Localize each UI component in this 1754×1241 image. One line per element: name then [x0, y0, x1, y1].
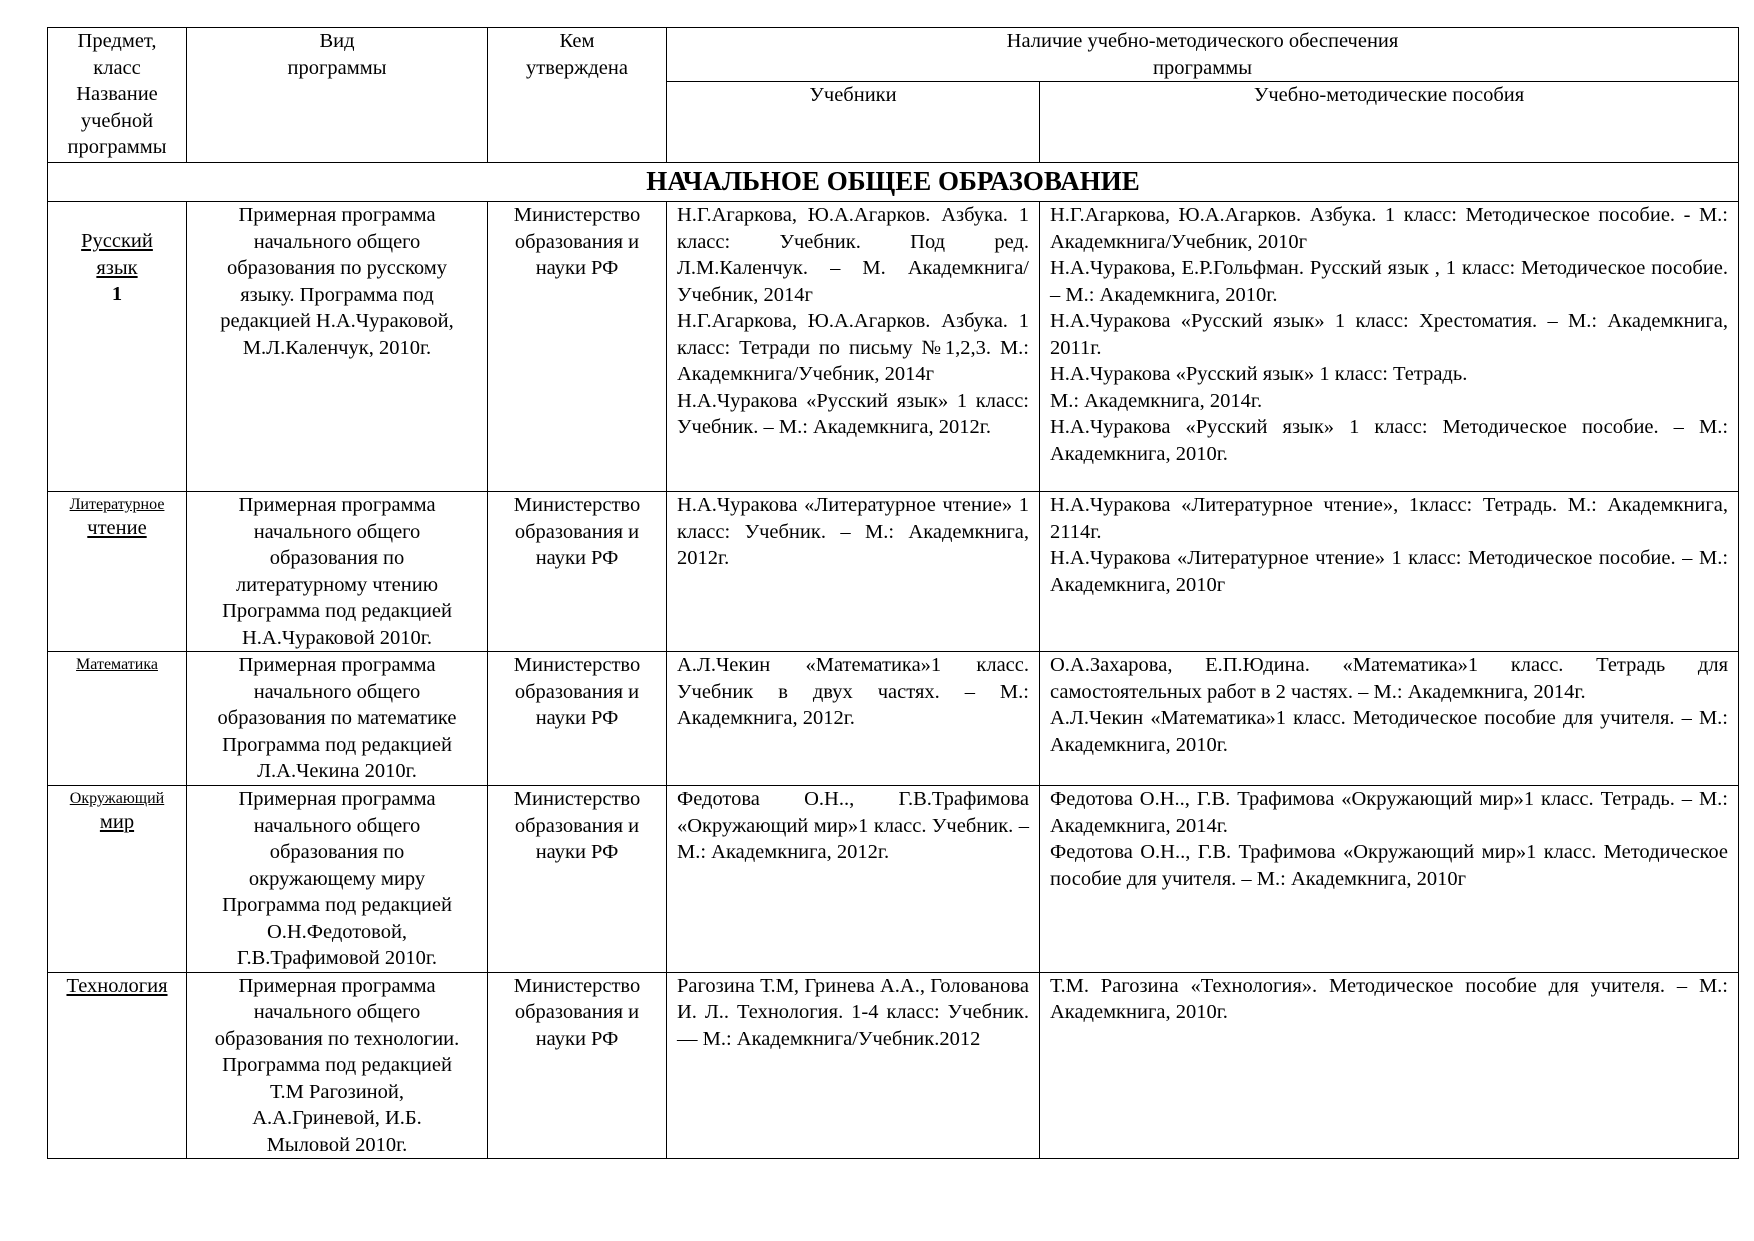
table-row — [48, 972, 1739, 1159]
header-provision-group: Наличие учебно-методического обеспечения программы — [667, 28, 1739, 82]
header-subject: Предмет, класс Название учебной программы — [48, 28, 187, 163]
manual-entry: Н.А.Чуракова «Литературное чтение», 1класс: Тетрадь. М.: Академкнига, 2114г. — [1050, 494, 1729, 543]
program-cell: Примерная программа начального общего образования по технологии. Программа под редакцией Т.М Рагозиной, А.А.Гриневой, И.Б. Мыловой 2010г. — [187, 972, 488, 1159]
manual-entry: Федотова О.Н.., Г.В. Трафимова «Окружающий мир»1 класс. Методическое пособие для учителя. – М.: Академкнига, 2010г — [1050, 841, 1729, 890]
subject-name: Литературное — [69, 496, 165, 513]
manuals-cell — [1040, 972, 1739, 1159]
subject-cell — [48, 652, 187, 786]
textbook-entry: Н.А.Чуракова «Русский язык» 1 класс: Учебник. – М.: Академкнига, 2012г. — [677, 389, 1029, 438]
subject-cell — [48, 786, 187, 973]
table-row — [48, 202, 1739, 492]
manuals-cell — [1040, 652, 1739, 786]
subject-name: Математика — [76, 656, 158, 673]
textbooks-cell — [667, 492, 1040, 652]
textbook-entry: Н.Г.Агаркова, Ю.А.Агарков. Азбука. 1 класс: Тетради по письму №1,2,3. М.: Академкнига/Учебник, 2014г — [677, 310, 1029, 385]
table-row — [48, 492, 1739, 652]
textbook-entry: Федотова О.Н.., Г.В.Трафимова «Окружающий мир»1 класс. Учебник. – М.: Академкнига, 2012г. — [677, 788, 1029, 863]
curriculum-table — [47, 27, 1739, 1159]
program-cell: Примерная программа начального общего образования по математике Программа под редакцией Л.А.Чекина 2010г. — [187, 652, 488, 786]
manual-entry: Н.А.Чуракова «Русский язык» 1 класс: Тетрадь. — [1050, 363, 1468, 385]
manual-entry: Н.А.Чуракова «Русский язык» 1 класс: Хрестоматия. – М.: Академкнига, 2011г. — [1050, 310, 1729, 359]
textbook-entry: Н.А.Чуракова «Литературное чтение» 1 класс: Учебник. – М.: Академкнига, 2012г. — [677, 494, 1029, 569]
approved-cell: Министерство образования и науки РФ — [488, 786, 667, 973]
header-row — [48, 28, 1739, 82]
manual-entry: Т.М. Рагозина «Технология». Методическое пособие для учителя. – М.: Академкнига, 2010г. — [1050, 974, 1729, 1023]
manual-entry: О.А.Захарова, Е.П.Юдина. «Математика»1 класс. Тетрадь для самостоятельных работ в 2 частях. – М.: Академкнига, 2014г. — [1050, 654, 1729, 703]
program-cell: Примерная программа начального общего образования по литературному чтению Программа под редакцией Н.А.Чураковой 2010г. — [187, 492, 488, 652]
section-title: НАЧАЛЬНОЕ ОБЩЕЕ ОБРАЗОВАНИЕ — [48, 163, 1739, 202]
manual-entry: Н.Г.Агаркова, Ю.А.Агарков. Азбука. 1 класс: Методическое пособие. - М.: Академкнига/Учебник, 2010г — [1050, 204, 1729, 253]
subject-cell — [48, 972, 187, 1159]
manual-entry: Н.А.Чуракова «Русский язык» 1 класс: Методическое пособие. – М.: Академкнига, 2010г. — [1050, 416, 1729, 465]
header-textbooks: Учебники — [667, 82, 1040, 163]
manual-entry: А.Л.Чекин «Математика»1 класс. Методическое пособие для учителя. – М.: Академкнига, 2010г. — [1050, 707, 1729, 756]
manual-entry: М.: Академкнига, 2014г. — [1050, 389, 1263, 412]
approved-cell: Министерство образования и науки РФ — [488, 202, 667, 492]
textbook-entry: Н.Г.Агаркова, Ю.А.Агарков. Азбука. 1 класс: Учебник. Под ред. Л.М.Каленчук. – М. Академкнига/Учебник, 2014г — [677, 204, 1029, 306]
manuals-cell — [1040, 786, 1739, 973]
section-row — [48, 163, 1739, 202]
approved-cell: Министерство образования и науки РФ — [488, 972, 667, 1159]
program-cell: Примерная программа начального общего образования по русскому языку. Программа под редакцией Н.А.Чураковой, М.Л.Каленчук, 2010г. — [187, 202, 488, 492]
textbook-entry: А.Л.Чекин «Математика»1 класс. Учебник в двух частях. – М.: Академкнига, 2012г. — [677, 654, 1029, 729]
subject-name: Окружающий — [69, 790, 165, 807]
manual-entry: Н.А.Чуракова, Е.Р.Гольфман. Русский язык , 1 класс: Методическое пособие. – М.: Академкнига, 2010г. — [1050, 257, 1729, 306]
manuals-cell — [1040, 492, 1739, 652]
header-program-type: Вид программы — [187, 28, 488, 163]
manuals-cell — [1040, 202, 1739, 492]
textbook-entry: Рагозина Т.М, Гринева А.А., Голованова И. Л.. Технология. 1-4 класс: Учебник. — М.: Академкнига/Учебник.2012 — [677, 974, 1029, 1050]
textbooks-cell — [667, 972, 1040, 1159]
header-manuals: Учебно-методические пособия — [1040, 82, 1739, 163]
subject-name: чтение — [87, 517, 147, 539]
header-approved-by: Кем утверждена — [488, 28, 667, 163]
manual-entry: Н.А.Чуракова «Литературное чтение» 1 класс: Методическое пособие. – М.: Академкнига, 2010г — [1050, 547, 1729, 596]
subject-cell — [48, 202, 187, 492]
grade: 1 — [111, 283, 123, 305]
manual-entry: Федотова О.Н.., Г.В. Трафимова «Окружающий мир»1 класс. Тетрадь. – М.: Академкнига, 2014г. — [1050, 788, 1729, 837]
approved-cell: Министерство образования и науки РФ — [488, 652, 667, 786]
textbooks-cell — [667, 202, 1040, 492]
subject-name: Технология — [66, 974, 168, 997]
subject-name: Русский — [81, 230, 153, 252]
textbooks-cell — [667, 786, 1040, 973]
subject-name: мир — [99, 811, 135, 833]
approved-cell: Министерство образования и науки РФ — [488, 492, 667, 652]
subject-name: язык — [96, 256, 138, 279]
program-cell: Примерная программа начального общего образования по окружающему миру Программа под редакцией О.Н.Федотовой, Г.В.Трафимовой 2010г. — [187, 786, 488, 973]
subject-cell — [48, 492, 187, 652]
table-row — [48, 786, 1739, 973]
table-row — [48, 652, 1739, 786]
textbooks-cell — [667, 652, 1040, 786]
